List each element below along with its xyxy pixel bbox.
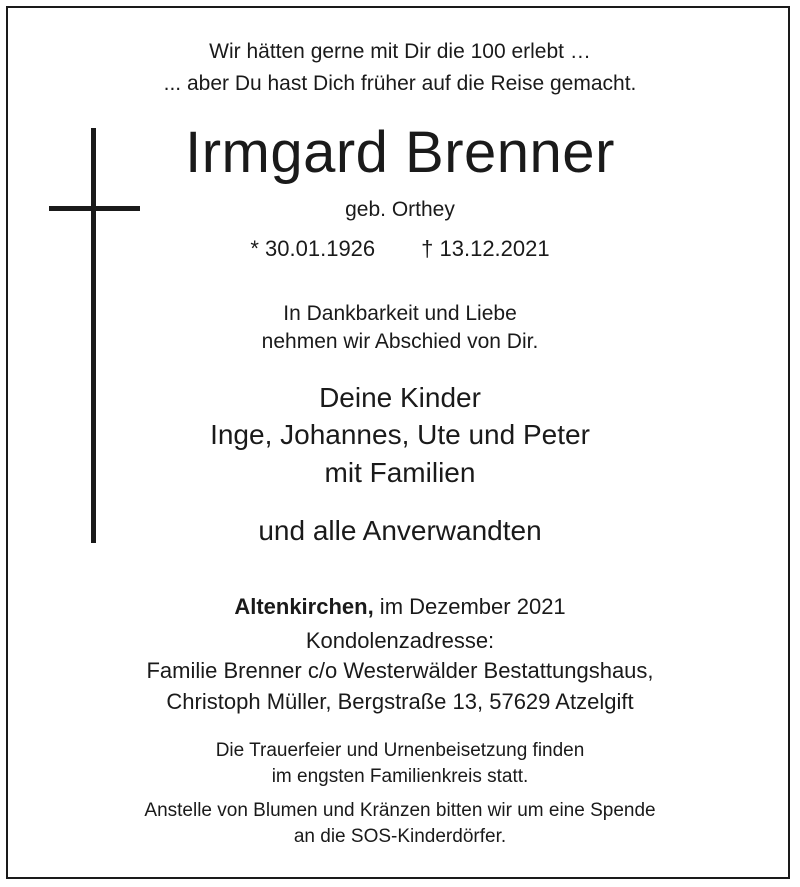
- deceased-name: Irmgard Brenner: [185, 120, 615, 185]
- motto-line-1: Wir hätten gerne mit Dir die 100 erlebt …: [209, 40, 591, 63]
- thanks-line-2: nehmen wir Abschied von Dir.: [261, 330, 539, 353]
- notes-line-3: Anstelle von Blumen und Kränzen bitten wir um eine Spende: [144, 800, 656, 821]
- notes-line-1: Die Trauerfeier und Urnenbeisetzung finden: [215, 740, 585, 761]
- condolence-line-1: Familie Brenner c/o Westerwälder Bestattungshaus,: [146, 658, 654, 683]
- birth-name: geb. Orthey: [345, 198, 455, 221]
- place-and-date: [0, 596, 800, 618]
- thanks-line-1: In Dankbarkeit und Liebe: [283, 302, 517, 325]
- life-dates: [0, 238, 800, 260]
- mourners-line-3: mit Familien: [324, 457, 476, 488]
- mourners-line-4: und alle Anverwandten: [258, 515, 542, 546]
- condolence-label: Kondolenzadresse:: [305, 628, 495, 653]
- birth-date: * 30.01.1926: [250, 236, 376, 261]
- motto-line-2: ... aber Du hast Dich früher auf die Reise gemacht.: [163, 72, 637, 95]
- death-date: † 13.12.2021: [421, 236, 550, 261]
- notes-line-4: an die SOS-Kinderdörfer.: [293, 826, 507, 847]
- mourners-line-1: Deine Kinder: [319, 382, 481, 413]
- place-town: Altenkirchen,: [234, 594, 374, 619]
- place-date: im Dezember 2021: [373, 594, 566, 619]
- mourners-line-2: Inge, Johannes, Ute und Peter: [210, 419, 590, 450]
- notes-line-2: im engsten Familienkreis statt.: [271, 766, 529, 787]
- condolence-line-2: Christoph Müller, Bergstraße 13, 57629 Atzelgift: [166, 689, 634, 714]
